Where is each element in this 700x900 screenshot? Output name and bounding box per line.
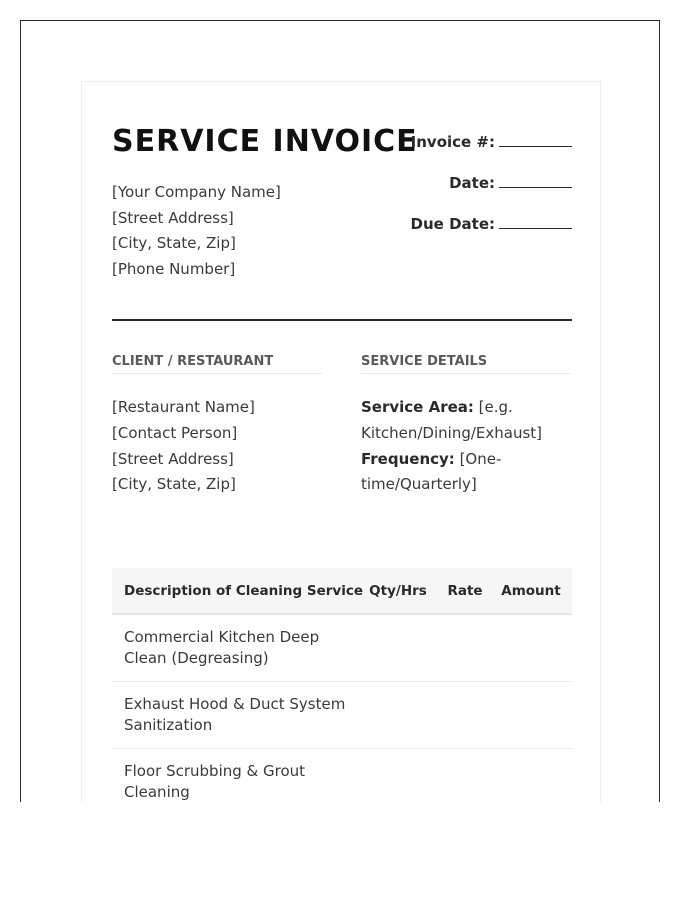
services-table-wrapper xyxy=(112,568,572,802)
client-heading: CLIENT / RESTAURANT xyxy=(112,354,322,374)
column-header-rate: Rate xyxy=(440,568,490,614)
invoice-number-row xyxy=(411,132,572,152)
service-amount-cell[interactable] xyxy=(490,614,572,682)
service-description xyxy=(112,682,356,749)
service-rate-cell[interactable] xyxy=(440,749,490,803)
table-row xyxy=(112,682,572,749)
client-section xyxy=(112,354,322,498)
service-description-line-2: Cleaning xyxy=(124,783,190,801)
service-details-body xyxy=(361,395,571,498)
date-row xyxy=(411,173,572,193)
invoice-paper xyxy=(81,81,601,802)
service-qty-cell[interactable] xyxy=(356,614,440,682)
date-field[interactable] xyxy=(499,175,572,188)
service-area-value: [e.g. xyxy=(478,398,513,416)
services-table xyxy=(112,568,572,802)
due-date-field[interactable] xyxy=(499,216,572,229)
service-details-heading: SERVICE DETAILS xyxy=(361,354,571,374)
frequency-line-1 xyxy=(361,447,571,473)
document-page xyxy=(20,20,660,802)
column-header-description: Description of Cleaning Service xyxy=(112,568,356,614)
service-area-label: Service Area: xyxy=(361,398,474,416)
service-description-line-2: Clean (Degreasing) xyxy=(124,649,269,667)
service-amount-cell[interactable] xyxy=(490,682,572,749)
company-name: [Your Company Name] xyxy=(112,183,281,201)
frequency-line-2: time/Quarterly] xyxy=(361,475,477,494)
service-area-line-1 xyxy=(361,395,571,421)
service-rate-cell[interactable] xyxy=(440,614,490,682)
invoice-number-field[interactable] xyxy=(499,134,572,147)
service-qty-cell[interactable] xyxy=(356,749,440,803)
column-header-qty: Qty/Hrs xyxy=(356,568,440,614)
service-description-line-1: Floor Scrubbing & Grout xyxy=(124,762,306,780)
table-header-row xyxy=(112,568,572,614)
table-row xyxy=(112,749,572,803)
header-divider xyxy=(112,319,572,321)
service-rate-cell[interactable] xyxy=(440,682,490,749)
due-date-row xyxy=(411,214,572,234)
invoice-title: SERVICE INVOICE xyxy=(112,124,418,159)
company-info xyxy=(112,180,281,282)
service-description xyxy=(112,749,356,803)
frequency-label: Frequency: xyxy=(361,449,455,468)
service-description xyxy=(112,614,356,682)
client-street: [Street Address] xyxy=(112,449,234,468)
service-qty-cell[interactable] xyxy=(356,682,440,749)
service-details-section xyxy=(361,354,571,498)
company-city: [City, State, Zip] xyxy=(112,234,236,252)
invoice-number-label: Invoice #: xyxy=(410,133,495,151)
invoice-meta xyxy=(411,132,572,255)
table-row xyxy=(112,614,572,682)
company-phone: [Phone Number] xyxy=(112,259,236,278)
date-label: Date: xyxy=(449,174,495,192)
column-header-amount: Amount xyxy=(490,568,572,614)
company-street: [Street Address] xyxy=(112,208,234,227)
service-amount-cell[interactable] xyxy=(490,749,572,803)
service-description-line-2: Sanitization xyxy=(124,716,213,734)
client-details xyxy=(112,395,322,498)
service-description-line-1: Commercial Kitchen Deep xyxy=(124,628,320,646)
frequency-value: [One- xyxy=(459,449,502,468)
service-area-line-2: Kitchen/Dining/Exhaust] xyxy=(361,423,543,442)
due-date-label: Due Date: xyxy=(410,215,495,233)
client-city: [City, State, Zip] xyxy=(112,475,236,494)
service-description-line-1: Exhaust Hood & Duct System xyxy=(124,695,346,713)
client-restaurant-name: [Restaurant Name] xyxy=(112,398,255,416)
client-contact-person: [Contact Person] xyxy=(112,423,238,442)
